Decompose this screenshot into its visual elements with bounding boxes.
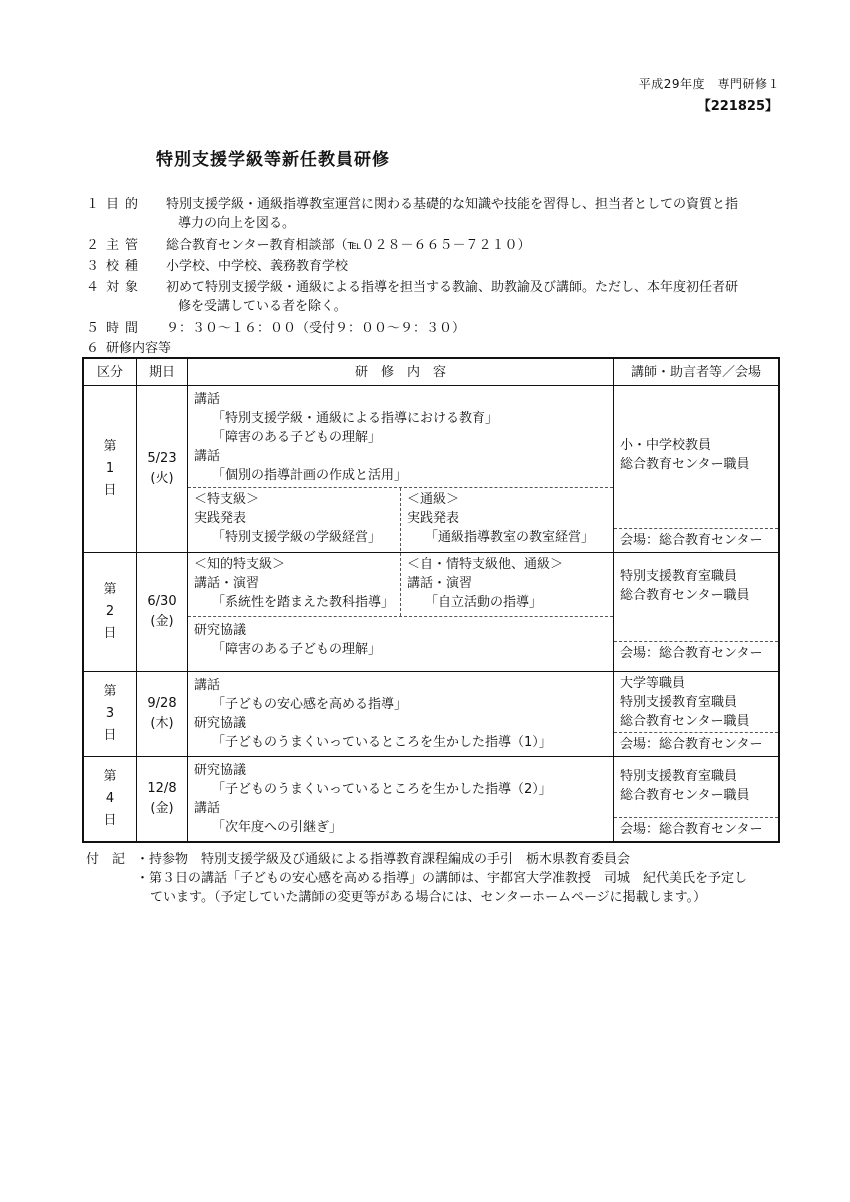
day-label: 第 4 日 — [83, 757, 137, 843]
item-number: ４ — [86, 280, 100, 295]
item-number: ５ — [86, 321, 100, 336]
group-heading: ＜知的特支級＞ — [194, 557, 286, 572]
content-line: 講話・演習 — [194, 576, 260, 591]
schedule-table — [82, 357, 780, 843]
group-heading: ＜特支級＞ — [194, 492, 260, 507]
lecturer-line: 小・中学校教員 — [620, 438, 712, 453]
date-cell: 6/30 (金) — [137, 553, 188, 672]
item-text: 総合教育センター教育相談部（℡０２８－６６５－７２１０） — [166, 238, 531, 253]
header-content: 研 修 内 容 — [188, 358, 614, 386]
item-text: ９：３０～１６：００（受付９：００～９：３０） — [166, 321, 466, 336]
lecturer-cell — [614, 672, 780, 757]
item-text: 特別支援学級・通級指導教室運営に関わる基礎的な知識や技能を習得し、担当者としての資質と指 — [166, 197, 739, 212]
content-line: 研究協議 — [194, 623, 247, 638]
day-label: 第 3 日 — [83, 672, 137, 757]
year-label: 平成29年度 専門研修１ — [638, 77, 780, 91]
lecturer-line: 大学等職員 — [620, 676, 686, 691]
lecturer-cell — [614, 386, 780, 553]
content-line: 研究協議 — [194, 716, 247, 731]
lecturer-line: 総合教育センター職員 — [620, 714, 750, 729]
content-line: 講話・演習 — [407, 576, 473, 591]
table-row-day4 — [83, 757, 779, 843]
date-cell: 5/23 (火) — [137, 386, 188, 553]
item-label: 主管 — [106, 238, 145, 253]
content-line: 講話 — [194, 449, 221, 464]
content-line: 実践発表 — [194, 511, 247, 526]
lecturer-cell — [614, 553, 780, 672]
item-label: 対象 — [106, 280, 145, 295]
content-line: 「子どものうまくいっているところを生かした指導（2）」 — [212, 782, 552, 797]
table-header-row — [83, 358, 779, 386]
lecturer-line: 特別支援教育室職員 — [620, 695, 738, 710]
header-date: 期日 — [137, 358, 188, 386]
item-label: 研修内容等 — [106, 341, 172, 356]
item-text: 初めて特別支援学級・通級による指導を担当する教諭、助教諭及び講師。ただし、本年度初任者研 — [166, 280, 739, 295]
item-number: １ — [86, 197, 100, 212]
item-number: ６ — [86, 341, 100, 356]
lecturer-line: 特別支援教育室職員 — [620, 569, 738, 584]
content-line: 「系統性を踏まえた教科指導」 — [212, 595, 395, 610]
content-line: 「子どもの安心感を高める指導」 — [212, 697, 408, 712]
item-text: 小学校、中学校、義務教育学校 — [166, 259, 349, 274]
group-heading: ＜通級＞ — [407, 492, 460, 507]
content-line: 「子どものうまくいっているところを生かした指導（1）」 — [212, 735, 552, 750]
header-kubun: 区分 — [83, 358, 137, 386]
content-line: 講話 — [194, 392, 221, 407]
table-row-day3 — [83, 672, 779, 757]
content-line: 研究協議 — [194, 763, 247, 778]
venue: 会場：総合教育センター — [614, 528, 778, 552]
content-line: 「自立活動の指導」 — [425, 595, 543, 610]
lecturer-line: 総合教育センター職員 — [620, 457, 750, 472]
content-line: 「障害のある子どもの理解」 — [212, 642, 382, 657]
footer-note-1 — [86, 850, 631, 869]
content-line: 実践発表 — [407, 511, 460, 526]
split-content — [188, 487, 613, 551]
content-line: 「通級指導教室の教室経営」 — [425, 530, 595, 545]
lecturer-cell — [614, 757, 780, 843]
venue: 会場：総合教育センター — [614, 641, 778, 665]
venue: 会場：総合教育センター — [614, 817, 778, 841]
group-heading: ＜自・情特支級他、通級＞ — [407, 557, 564, 572]
content-line: 「次年度への引継ぎ」 — [212, 820, 343, 835]
content-line: 「特別支援学級・通級による指導における教育」 — [212, 411, 499, 426]
table-row-day2 — [83, 553, 779, 672]
item-text-cont: 導力の向上を図る。 — [178, 216, 296, 231]
content-line: 講話 — [194, 801, 221, 816]
footer-note-2 — [136, 869, 786, 907]
item-text-cont: 修を受講している者を除く。 — [178, 299, 347, 314]
item-label: 目的 — [106, 197, 145, 212]
lecturer-line: 特別支援教育室職員 — [620, 769, 738, 784]
split-content — [188, 553, 613, 617]
table-row-day1 — [83, 386, 779, 553]
footer-text-cont: ています。（予定していた講師の変更等がある場合には、センターホームページに掲載します。） — [150, 890, 707, 905]
content-line: 講話 — [194, 678, 221, 693]
content-cell — [188, 672, 614, 757]
content-cell — [188, 553, 614, 672]
content-line: 「障害のある子どもの理解」 — [212, 430, 382, 445]
date-cell: 9/28 (木) — [137, 672, 188, 757]
venue: 会場：総合教育センター — [614, 732, 778, 756]
lecturer-line: 総合教育センター職員 — [620, 588, 750, 603]
item-number: ２ — [86, 238, 100, 253]
item-label: 時間 — [106, 321, 145, 336]
content-cell — [188, 386, 614, 553]
footer-text: ・第３日の講話「子どもの安心感を高める指導」の講師は、宇都宮大学准教授 司城 紀代美氏を予定し — [136, 871, 748, 886]
header-lecturer: 講師・助言者等／会場 — [614, 358, 780, 386]
date-cell: 12/8 (金) — [137, 757, 188, 843]
lecturer-line: 総合教育センター職員 — [620, 788, 750, 803]
course-code: 【221825】 — [697, 99, 778, 114]
item-label: 校種 — [106, 259, 145, 274]
footer-label: 付 記 — [86, 852, 126, 867]
content-line: 「特別支援学級の学級経営」 — [212, 530, 382, 545]
page-title: 特別支援学級等新任教員研修 — [156, 150, 390, 170]
content-cell — [188, 757, 614, 843]
content-line: 「個別の指導計画の作成と活用」 — [212, 468, 408, 483]
item-number: ３ — [86, 259, 100, 274]
day-label: 第 1 日 — [83, 386, 137, 553]
day-label: 第 2 日 — [83, 553, 137, 672]
footer-text: ・持参物 特別支援学級及び通級による指導教育課程編成の手引 栃木県教育委員会 — [136, 852, 631, 867]
